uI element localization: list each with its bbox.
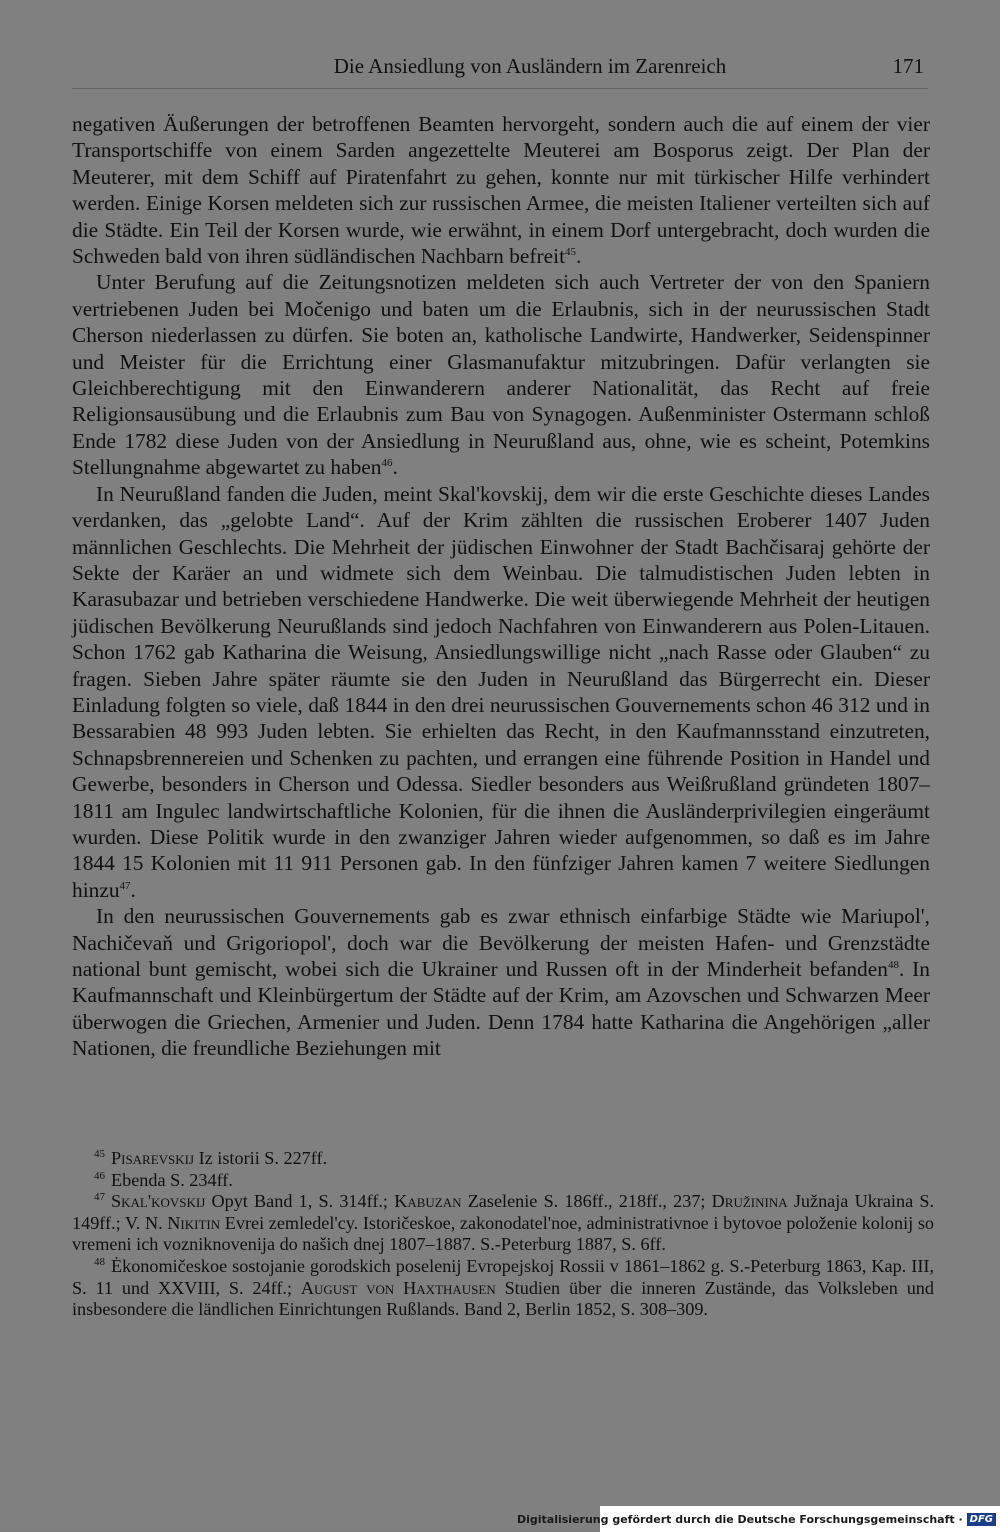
paragraph-3 — [72, 481, 930, 904]
footnote-text: Zaselenie S. 186ff., 218ff., 237; — [461, 1191, 712, 1212]
footnote-author: Družinina — [711, 1191, 788, 1212]
footnotes-section — [72, 1148, 934, 1321]
footnote-48 — [72, 1256, 934, 1321]
footnote-author: Nikitin — [167, 1212, 221, 1233]
dfg-logo: DFG — [967, 1513, 996, 1526]
paragraph-1 — [72, 111, 930, 269]
paragraph-2 — [72, 269, 930, 480]
paragraph-text: . — [130, 877, 136, 902]
footnote-author: Pisarevskij — [111, 1148, 195, 1168]
paragraph-text: Unter Berufung auf die Zeitungsnotizen meldeten sich auch Vertreter der von den Spaniern vertriebenen Juden bei Močenigo und baten um die Erlaubnis, sich in der neurussischen Stadt Cherson niederlassen zu dürfen. Sie boten an, katholische Landwirte, Handwerker, Seidenspinner und Meister für die Errichtung einer Glasmanufaktur mitzubringen. Dafür verlangten sie Gleichberechtigung mit den Einwanderern anderer Nationalität, das Recht auf freie Religionsausübung und die Erlaubnis zum Bau von Synagogen. Außenminister Ostermann schloß Ende 1782 diese Juden von der Ansiedlung in Neurußland aus, ohne, wie es scheint, Potemkins Stellungnahme abgewartet zu haben — [72, 270, 930, 480]
page-number: 171 — [892, 54, 924, 78]
footnote-text: Studien über die inneren Zustände, das Volksleben und insbesondere die ländlichen Einrichtungen Rußlands. Band 2, Berlin 1852, S. 308–309. — [72, 1277, 934, 1320]
footnote-author: August von Haxthausen — [300, 1277, 496, 1298]
footnote-text: Ebenda S. 234ff. — [111, 1169, 233, 1190]
footnote-number: 47 — [94, 1191, 105, 1204]
paragraph-text: . In Kaufmannschaft und Kleinbürgertum der Städte auf der Krim, am Azovschen und Schwarzen Meer überwogen die Griechen, Armenier und Juden. Denn 1784 hatte Katharina die Angehörigen „aller Nationen, die freundliche Beziehungen mit — [72, 957, 930, 1061]
footnote-47 — [72, 1191, 934, 1256]
footnote-ref-45[interactable]: 45 — [565, 245, 577, 258]
footnote-author: Skal'kovskij — [111, 1191, 206, 1212]
paragraph-4 — [72, 903, 930, 1061]
digitization-footer — [516, 1506, 1000, 1532]
paragraph-text: In Neurußland fanden die Juden, meint Skal'kovskij, dem wir die erste Geschichte dieses Landes verdanken, das „gelobte Land“. Auf der Krim zählten die russischen Eroberer 1407 Juden männlichen Geschlechts. Die Mehrheit der jüdischen Einwohner der Stadt Bachčisaraj gehörte der Sekte der Karäer an und widmete sich dem Weinbau. Die talmudistischen Juden lebten in Karasubazar und betrieben verschiedene Handwerke. Die weit überwiegende Mehrheit der heutigen jüdischen Bevölkerung Neurußlands sind jedoch Nachfahren von Einwanderern aus Polen-Litauen. Schon 1762 gab Katharina die Weisung, Ansiedlungswillige nicht „nach Rasse oder Glauben“ zu fragen. Sieben Jahre später räumte sie den Juden in Neurußland das Bürgerrecht ein. Dieser Einladung folgten so viele, daß 1844 in den drei neurussischen Gouvernements schon 46 312 und in Bessarabien 48 993 Juden lebten. Sie erhielten das Recht, in den Kaufmannsstand einzutreten, Schnapsbrennereien und Schenken zu pachten, und errangen eine führende Position in Handel und Gewerbe, besonders in Cherson und Odessa. Siedler besonders aus Weißrußland gründeten 1807–1811 am Ingulec landwirtschaftliche Kolonien, für die ihnen die Ausländerprivilegien eingeräumt wurden. Diese Politik wurde in den zwanziger Jahren wieder aufgenommen, so daß es im Jahre 1844 15 Kolonien mit 11 911 Personen gab. In den fünfziger Jahren kamen 7 weitere Siedlungen hinzu — [72, 481, 930, 902]
footnote-text: Južnaja Ukraina S. 149ff.; V. N. — [72, 1191, 934, 1233]
footnote-text: Evrei zemledel'cy. Istoričeskoe, zakonodatel'noe, administrativnoe i bytovoe položenie kolonij so vremeni ich vozniknovenija do našich dnej 1807–1887. S.-Peterburg 1887, S. 6ff. — [72, 1212, 935, 1255]
running-head: Die Ansiedlung von Ausländern im Zarenreich — [333, 54, 727, 78]
main-text — [72, 111, 930, 1062]
footnote-ref-48[interactable]: 48 — [887, 958, 899, 971]
footnote-number: 46 — [94, 1169, 105, 1182]
footnote-text: Iz istorii S. 227ff. — [194, 1148, 328, 1168]
page-header — [72, 50, 928, 82]
footnote-author: Kabuzan — [394, 1191, 462, 1212]
funding-notice: Digitalisierung gefördert durch die Deutsche Forschungsgemeinschaft · — [516, 1512, 963, 1526]
header-divider — [72, 88, 928, 89]
paragraph-text: In den neurussischen Gouvernements gab es zwar ethnisch einfarbige Städte wie Mariupol', Nachičevaň und Grigoriopol', doch war die Bevölkerung der meisten Hafen- und Grenzstädte national bunt gemischt, wobei sich die Ukrainer und Russen oft in der Minderheit befanden — [72, 904, 930, 981]
footnote-text: Opyt Band 1, S. 314ff.; — [205, 1191, 395, 1212]
footnote-number: 45 — [94, 1147, 105, 1160]
paragraph-text: . — [576, 244, 582, 269]
footnote-text: Ėkonomičeskoe sostojanie gorodskich poselenij Evropejskoj Rossii v 1861–1862 g. S.-Peterburg 1863, Kap. III, S. 11 und XXVIII, S. 24ff.; — [72, 1255, 934, 1298]
footnote-number: 48 — [94, 1255, 105, 1268]
footnote-45 — [72, 1148, 934, 1170]
footnote-46 — [72, 1170, 934, 1192]
footnote-ref-46[interactable]: 46 — [381, 457, 393, 470]
paragraph-text: . — [392, 455, 398, 480]
paragraph-text: negativen Äußerungen der betroffenen Beamten hervorgeht, sondern auch die auf einem der vier Transportschiffe von einem Sarden angezettelte Meuterei am Bosporus zeigt. Der Plan der Meuterer, mit dem Schiff auf Piratenfahrt zu gehen, konnte nur mit türkischer Hilfe verhindert werden. Einige Korsen meldeten sich zur russischen Armee, die meisten Italiener verteilten sich auf die Städte. Ein Teil der Korsen wurde, wie erwähnt, in einem Dorf untergebracht, doch wurden die Schweden bald von ihren südländischen Nachbarn befreit — [72, 112, 930, 269]
footnote-ref-47[interactable]: 47 — [119, 879, 131, 892]
